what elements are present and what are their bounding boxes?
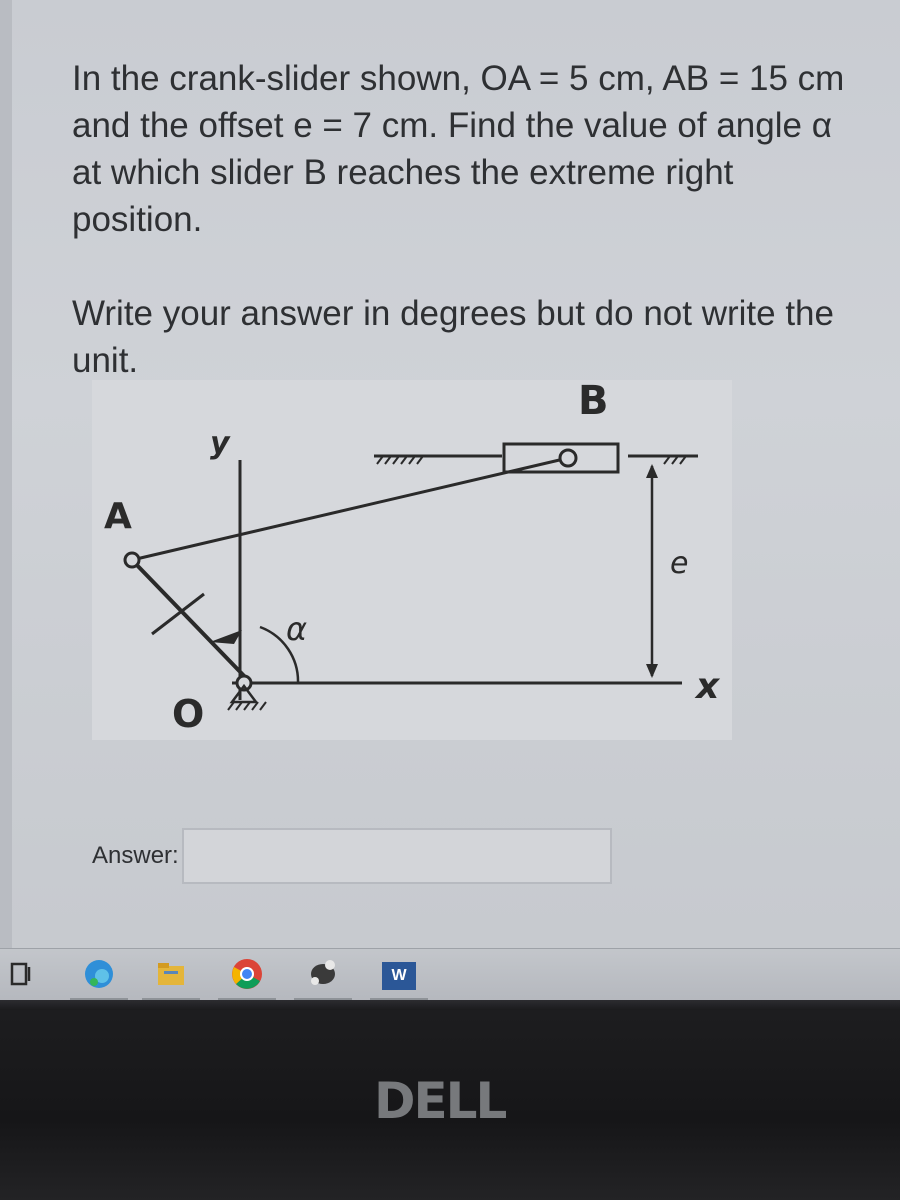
task-view-icon bbox=[9, 961, 33, 992]
label-y: y bbox=[210, 426, 230, 461]
bezel-top-edge bbox=[0, 1000, 900, 1010]
label-o: O bbox=[172, 692, 205, 736]
label-b: B bbox=[578, 378, 609, 424]
question-paragraph: In the crank-slider shown, OA = 5 cm, AB = 15 cm and the offset e = 7 cm. Find the value of angle α at which slider B reaches the extreme right position. bbox=[72, 59, 845, 239]
word-icon: W bbox=[382, 962, 416, 990]
chrome-button[interactable] bbox=[226, 957, 268, 995]
joint-b bbox=[560, 450, 576, 466]
task-view-button[interactable] bbox=[0, 957, 42, 995]
file-explorer-button[interactable] bbox=[150, 957, 192, 995]
word-button[interactable] bbox=[378, 957, 420, 995]
crank-slider-diagram bbox=[92, 380, 732, 740]
joint-a bbox=[125, 553, 139, 567]
rotation-arrow bbox=[210, 630, 242, 644]
label-alpha: α bbox=[286, 610, 308, 648]
answer-input[interactable] bbox=[182, 828, 612, 884]
offset-arrow-top bbox=[646, 464, 658, 478]
edge-browser-button[interactable] bbox=[78, 957, 120, 995]
chrome-icon bbox=[230, 957, 264, 996]
edge-browser-icon bbox=[82, 957, 116, 996]
label-e: e bbox=[670, 546, 689, 581]
dell-logo: DELL bbox=[374, 1072, 506, 1130]
file-explorer-icon bbox=[156, 961, 186, 992]
photos-button[interactable] bbox=[302, 957, 344, 995]
coupler-rod-ab bbox=[132, 458, 568, 560]
crank-oa bbox=[132, 560, 248, 680]
answer-label: Answer: bbox=[92, 842, 179, 869]
offset-arrow-bottom bbox=[646, 664, 658, 678]
question-text bbox=[72, 8, 852, 431]
crank-slider-figure bbox=[92, 380, 732, 740]
photos-icon bbox=[306, 959, 340, 994]
taskbar bbox=[0, 948, 900, 1000]
label-x: x bbox=[696, 666, 720, 707]
label-a: A bbox=[104, 496, 132, 537]
page-left-edge bbox=[0, 0, 12, 950]
question-instruction: Write your answer in degrees but do not write the unit. bbox=[72, 294, 834, 380]
